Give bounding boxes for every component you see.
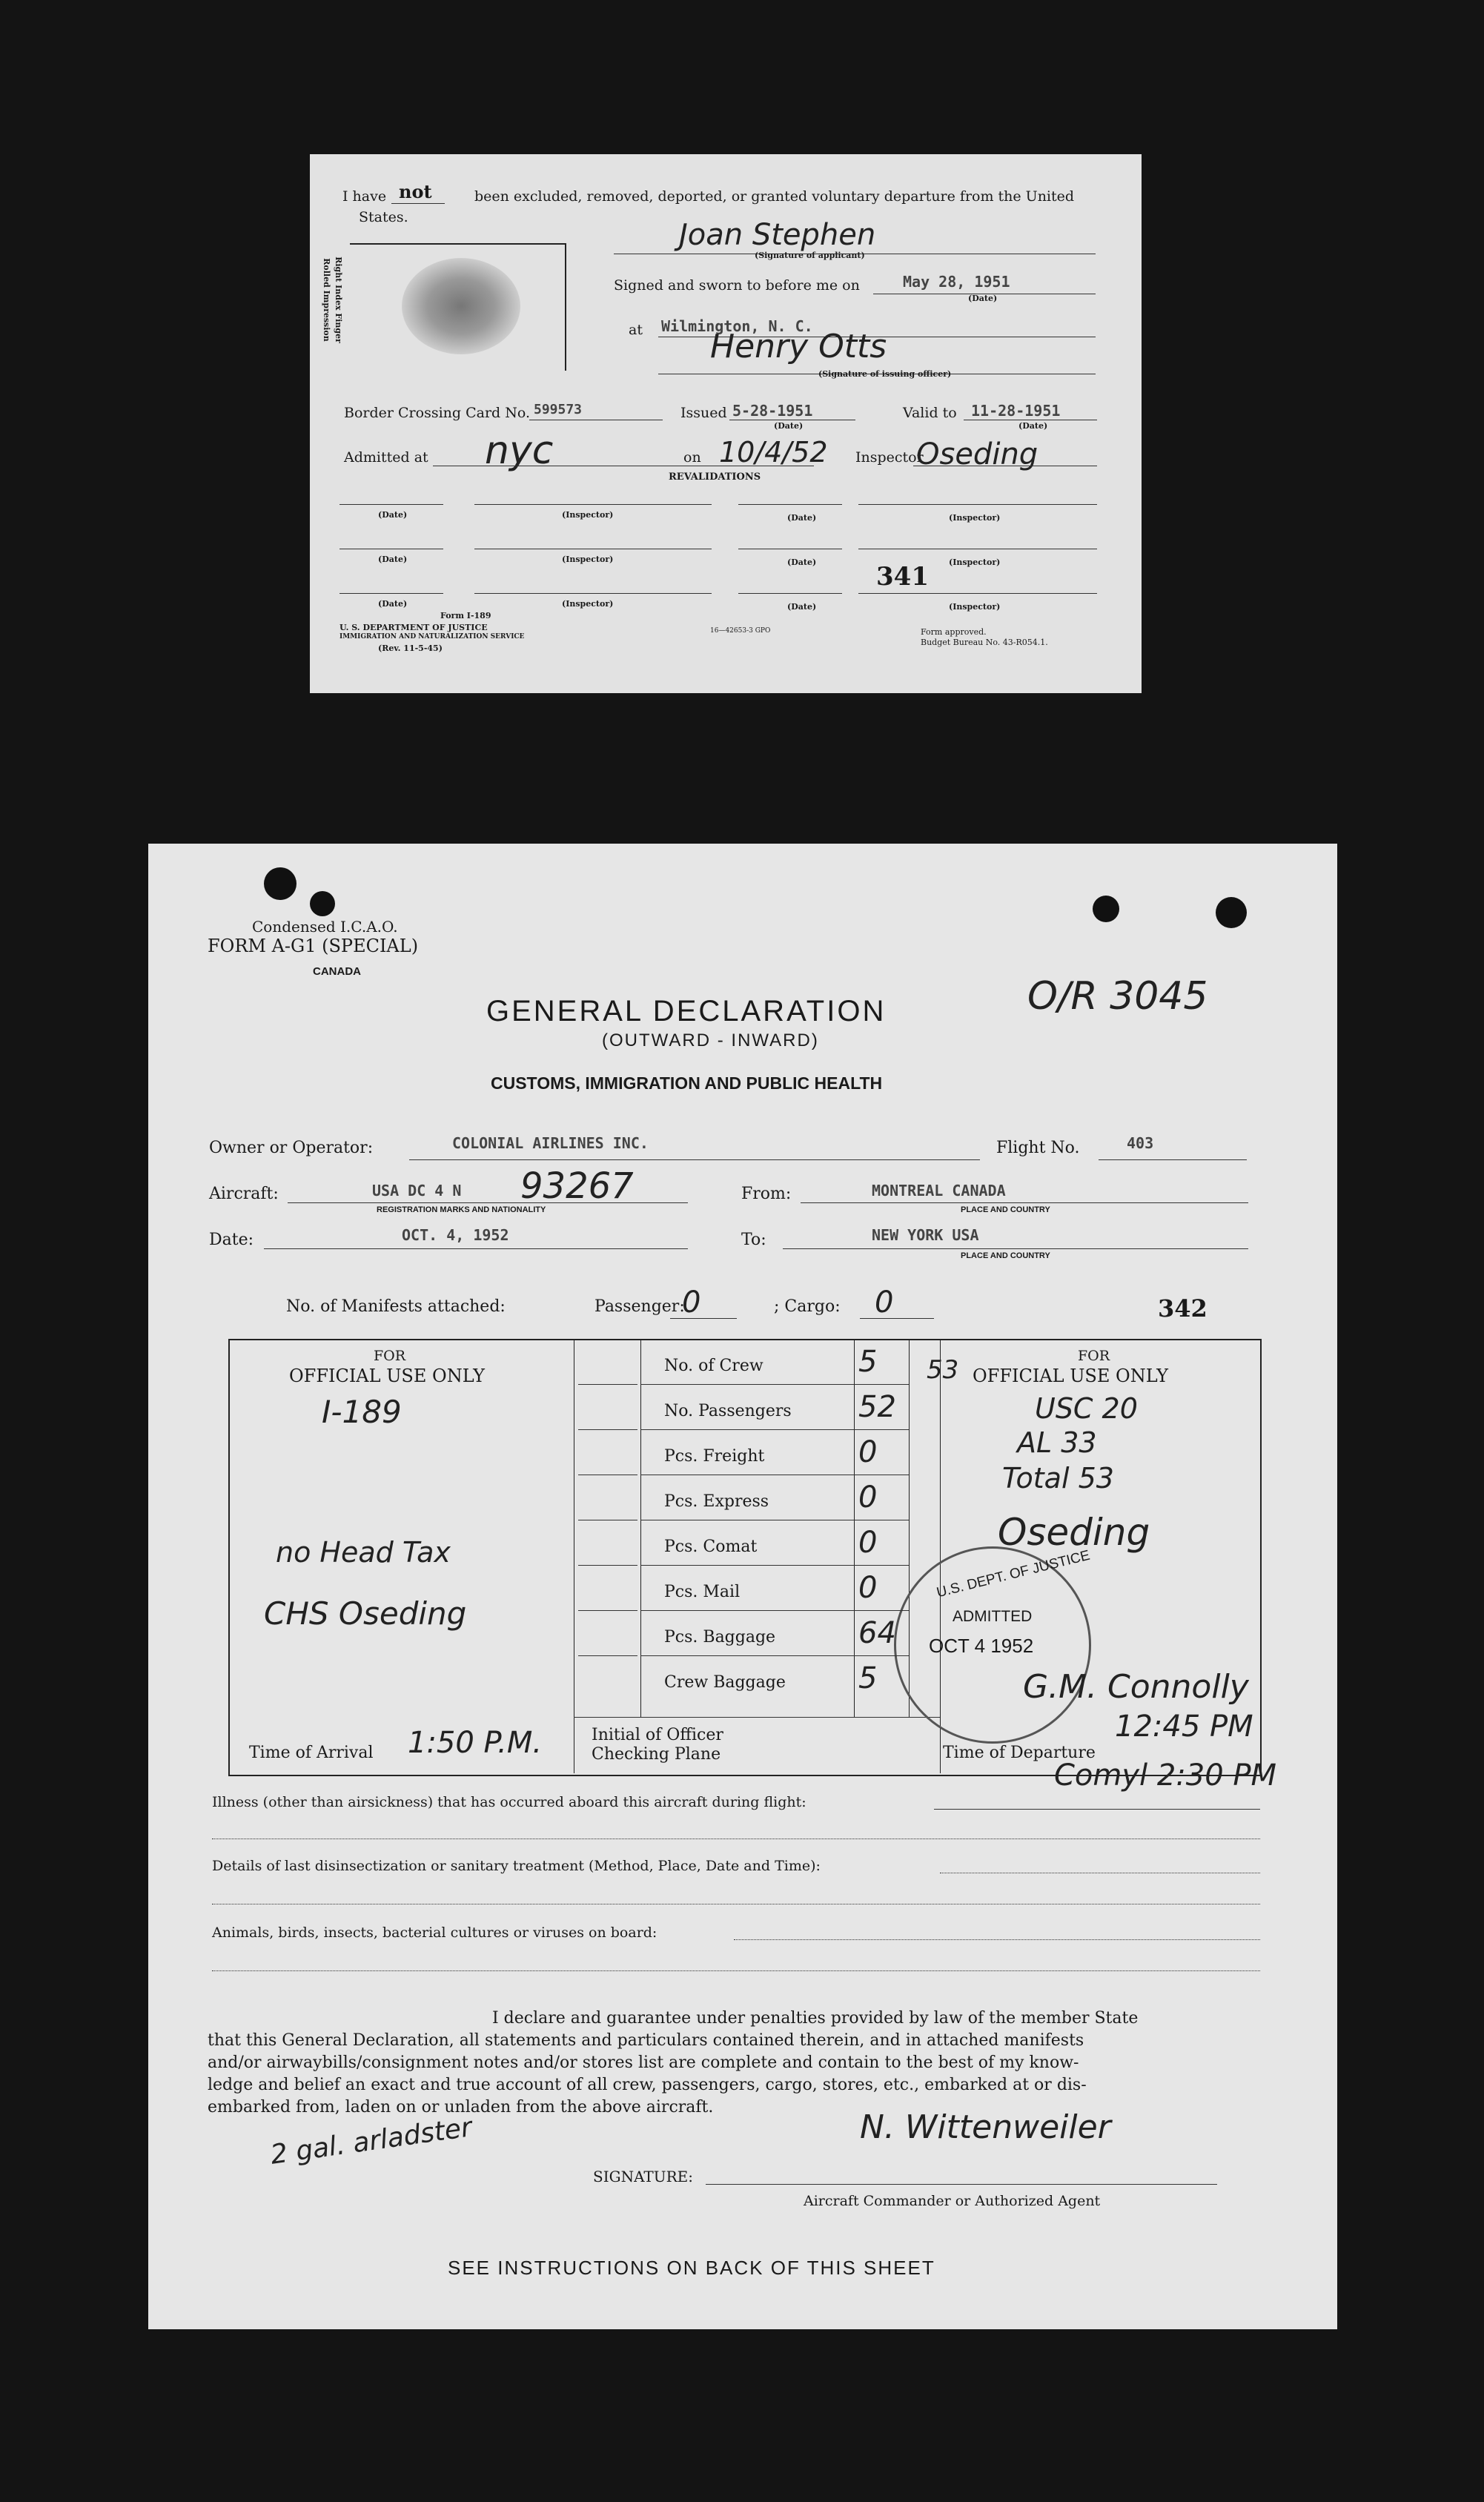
handwritten-reference: O/R 3045 xyxy=(1027,974,1208,1019)
officer-signature-caption: (Signature of issuing officer) xyxy=(818,369,952,379)
inspector-label: Inspector xyxy=(855,449,924,466)
title: GENERAL DECLARATION xyxy=(486,995,887,1027)
from-value: MONTREAL CANADA xyxy=(872,1182,1006,1199)
count-label: Crew Baggage xyxy=(664,1673,786,1692)
count-value: 0 xyxy=(858,1435,878,1469)
statement-start: I have xyxy=(342,188,387,205)
time-arrival-label: Time of Arrival xyxy=(249,1744,374,1762)
fingerprint-box xyxy=(350,243,566,371)
reval-inspector-5: (Inspector) xyxy=(562,599,614,609)
declaration-line-4: ledge and belief an exact and true account of all crew, passengers, cargo, stores, etc., embarked at or dis- xyxy=(208,2076,1087,2094)
inspector-signature: Oseding xyxy=(916,437,1039,471)
from-label: From: xyxy=(741,1185,792,1203)
right-note-inspector: Oseding xyxy=(998,1511,1150,1554)
on-date: 10/4/52 xyxy=(719,436,828,469)
owner-value: COLONIAL AIRLINES INC. xyxy=(452,1134,649,1152)
form-number: FORM A-G1 (SPECIAL) xyxy=(208,936,419,956)
aircraft-label: Aircraft: xyxy=(209,1185,279,1203)
time-departure-value: 12:45 PM xyxy=(1115,1710,1253,1744)
count-value: 5 xyxy=(858,1345,878,1379)
budget-bureau: Budget Bureau No. 43-R054.1. xyxy=(921,638,1048,647)
revision: (Rev. 11-5-45) xyxy=(378,643,443,653)
count-value: 5 xyxy=(858,1661,878,1695)
border-crossing-card xyxy=(310,154,1142,693)
reval-date-1: (Date) xyxy=(378,510,408,520)
count-value: 52 xyxy=(858,1390,896,1424)
on-label: on xyxy=(683,449,701,466)
bcc-label: Border Crossing Card No. xyxy=(344,405,531,421)
issued-date: 5-28-1951 xyxy=(732,402,813,420)
manifests-label: No. of Manifests attached: xyxy=(286,1297,506,1316)
valid-date: 11-28-1951 xyxy=(971,402,1061,420)
count-value: 64 xyxy=(858,1616,896,1650)
at-place: Wilmington, N. C. xyxy=(661,317,813,335)
service: IMMIGRATION AND NATURALIZATION SERVICE xyxy=(339,633,525,641)
form-number: Form I-189 xyxy=(440,611,491,620)
time-arrival-value: 1:50 P.M. xyxy=(408,1726,543,1760)
count-label: Pcs. Freight xyxy=(664,1447,765,1466)
bcc-number: 599573 xyxy=(534,402,583,417)
fingerprint-label: Rolled Impression Right Index Finger xyxy=(321,257,343,343)
applicant-signature-caption: (Signature of applicant) xyxy=(755,251,865,260)
punch-hole xyxy=(1093,896,1119,922)
passenger-manifests: 0 xyxy=(682,1285,701,1320)
subtitle: (OUTWARD - INWARD) xyxy=(602,1030,819,1050)
initial-officer-label: Initial of Officer xyxy=(592,1726,723,1744)
stamp-agency: U.S. DEPT. OF JUSTICE xyxy=(935,1547,1092,1601)
reval-inspector-1: (Inspector) xyxy=(562,510,614,520)
issued-date-caption: (Date) xyxy=(774,421,804,431)
stamp-date: OCT 4 1952 xyxy=(929,1635,1034,1657)
to-caption: PLACE AND COUNTRY xyxy=(961,1251,1050,1260)
reval-inspector-3: (Inspector) xyxy=(562,555,614,564)
admission-stamp xyxy=(894,1546,1091,1744)
department: U. S. DEPARTMENT OF JUSTICE xyxy=(339,623,488,632)
to-value: NEW YORK USA xyxy=(872,1226,979,1244)
reval-inspector-6: (Inspector) xyxy=(949,602,1001,612)
at-label: at xyxy=(629,322,643,338)
reval-date-2: (Date) xyxy=(787,513,817,523)
owner-label: Owner or Operator: xyxy=(209,1139,374,1157)
to-label: To: xyxy=(741,1231,766,1249)
form-country: CANADA xyxy=(313,965,361,978)
right-note-departure: Comyl 2:30 PM xyxy=(1054,1758,1277,1793)
reval-date-6: (Date) xyxy=(787,602,817,612)
admitted-place: nyc xyxy=(485,428,554,473)
statement-end: States. xyxy=(359,209,408,225)
card-page-number: 341 xyxy=(876,562,929,592)
general-declaration-sheet xyxy=(148,844,1337,2329)
disinsectization-label: Details of last disinsectization or sanitary treatment (Method, Place, Date and Time): xyxy=(212,1858,821,1874)
flight-value: 403 xyxy=(1127,1134,1154,1152)
sworn-label: Signed and sworn to before me on xyxy=(614,277,860,294)
count-label: No. Passengers xyxy=(664,1402,792,1420)
valid-date-caption: (Date) xyxy=(1018,421,1048,431)
fingerprint-impression xyxy=(402,258,520,354)
date-label: Date: xyxy=(209,1231,254,1249)
right-note-al: AL 33 xyxy=(1017,1426,1097,1459)
reval-date-3: (Date) xyxy=(378,555,408,564)
reval-date-5: (Date) xyxy=(378,599,408,609)
right-note-total: Total 53 xyxy=(1002,1462,1114,1495)
revalidations-heading: REVALIDATIONS xyxy=(669,471,761,483)
from-caption: PLACE AND COUNTRY xyxy=(961,1205,1050,1214)
registration-caption: REGISTRATION MARKS AND NATIONALITY xyxy=(377,1205,546,1214)
gpo-number: 16—42653-3 GPO xyxy=(710,627,771,635)
left-official-use: OFFICIAL USE ONLY xyxy=(289,1366,485,1386)
animals-label: Animals, birds, insects, bacterial cultures or viruses on board: xyxy=(212,1925,657,1941)
declaration-line-5: embarked from, laden on or unladen from the above aircraft. xyxy=(208,2098,714,2117)
right-note-usc: USC 20 xyxy=(1035,1392,1138,1425)
declaration-line-3: and/or airwaybills/consignment notes and/or stores list are complete and contain to the best of my know- xyxy=(208,2053,1079,2072)
left-note-i189: I-189 xyxy=(322,1394,402,1430)
left-note-head-tax: no Head Tax xyxy=(276,1536,451,1569)
declaration-line-1: I declare and guarantee under penalties provided by law of the member State xyxy=(492,2009,1139,2028)
statement-body: been excluded, removed, deported, or granted voluntary departure from the United xyxy=(474,188,1075,205)
admitted-label: Admitted at xyxy=(344,449,428,466)
right-for: FOR xyxy=(1078,1348,1110,1364)
reval-inspector-4: (Inspector) xyxy=(949,557,1001,567)
cargo-label: ; Cargo: xyxy=(774,1297,841,1316)
declaration-line-2: that this General Declaration, all statements and particulars contained therein, and in attached manifests xyxy=(208,2031,1084,2050)
form-approved: Form approved. xyxy=(921,627,987,637)
signature-label: SIGNATURE: xyxy=(593,2168,694,2185)
aircraft-registration: 93267 xyxy=(520,1165,634,1207)
instructions-note: SEE INSTRUCTIONS ON BACK OF THIS SHEET xyxy=(448,2257,935,2279)
reval-date-4: (Date) xyxy=(787,557,817,567)
statement-not: not xyxy=(399,181,432,202)
count-label: No. of Crew xyxy=(664,1357,763,1375)
count-value: 0 xyxy=(858,1571,878,1605)
flight-label: Flight No. xyxy=(996,1139,1080,1157)
punch-hole xyxy=(310,891,335,916)
sheet-page-number: 342 xyxy=(1158,1294,1208,1323)
right-note-connolly: G.M. Connolly xyxy=(1023,1668,1249,1706)
date-value: OCT. 4, 1952 xyxy=(402,1226,509,1244)
punch-hole xyxy=(264,867,297,900)
right-crew-total: 53 xyxy=(927,1355,959,1385)
count-label: Pcs. Comat xyxy=(664,1538,758,1556)
issued-label: Issued xyxy=(680,405,727,421)
count-value: 0 xyxy=(858,1480,878,1515)
checking-plane-label: Checking Plane xyxy=(592,1745,721,1764)
stamp-admitted: ADMITTED xyxy=(953,1608,1033,1625)
left-note-inspector: CHS Oseding xyxy=(264,1595,467,1632)
condensed-icao: Condensed I.C.A.O. xyxy=(252,918,398,936)
reval-inspector-2: (Inspector) xyxy=(949,513,1001,523)
commander-signature: N. Wittenweiler xyxy=(860,2108,1111,2146)
punch-hole xyxy=(1216,897,1247,928)
sworn-date: May 28, 1951 xyxy=(903,273,1010,291)
valid-label: Valid to xyxy=(903,405,957,421)
time-departure-label: Time of Departure xyxy=(943,1744,1096,1762)
count-label: Pcs. Express xyxy=(664,1492,769,1511)
count-value: 0 xyxy=(858,1526,878,1560)
margin-note: 2 gal. arladster xyxy=(268,2112,474,2171)
right-official-use: OFFICIAL USE ONLY xyxy=(973,1366,1168,1386)
commander-caption: Aircraft Commander or Authorized Agent xyxy=(804,2193,1101,2209)
passenger-label: Passenger: xyxy=(594,1297,685,1316)
officer-signature: Henry Otts xyxy=(710,328,887,365)
illness-label: Illness (other than airsickness) that has occurred aboard this aircraft during flight: xyxy=(212,1794,806,1810)
left-for: FOR xyxy=(374,1348,406,1364)
applicant-signature: Joan Stephen xyxy=(679,218,876,252)
sworn-date-caption: (Date) xyxy=(968,294,998,303)
customs-heading: CUSTOMS, IMMIGRATION AND PUBLIC HEALTH xyxy=(491,1073,883,1093)
count-label: Pcs. Mail xyxy=(664,1583,741,1601)
count-label: Pcs. Baggage xyxy=(664,1628,776,1647)
aircraft-value: USA DC 4 N xyxy=(372,1182,462,1199)
cargo-manifests: 0 xyxy=(875,1285,894,1320)
